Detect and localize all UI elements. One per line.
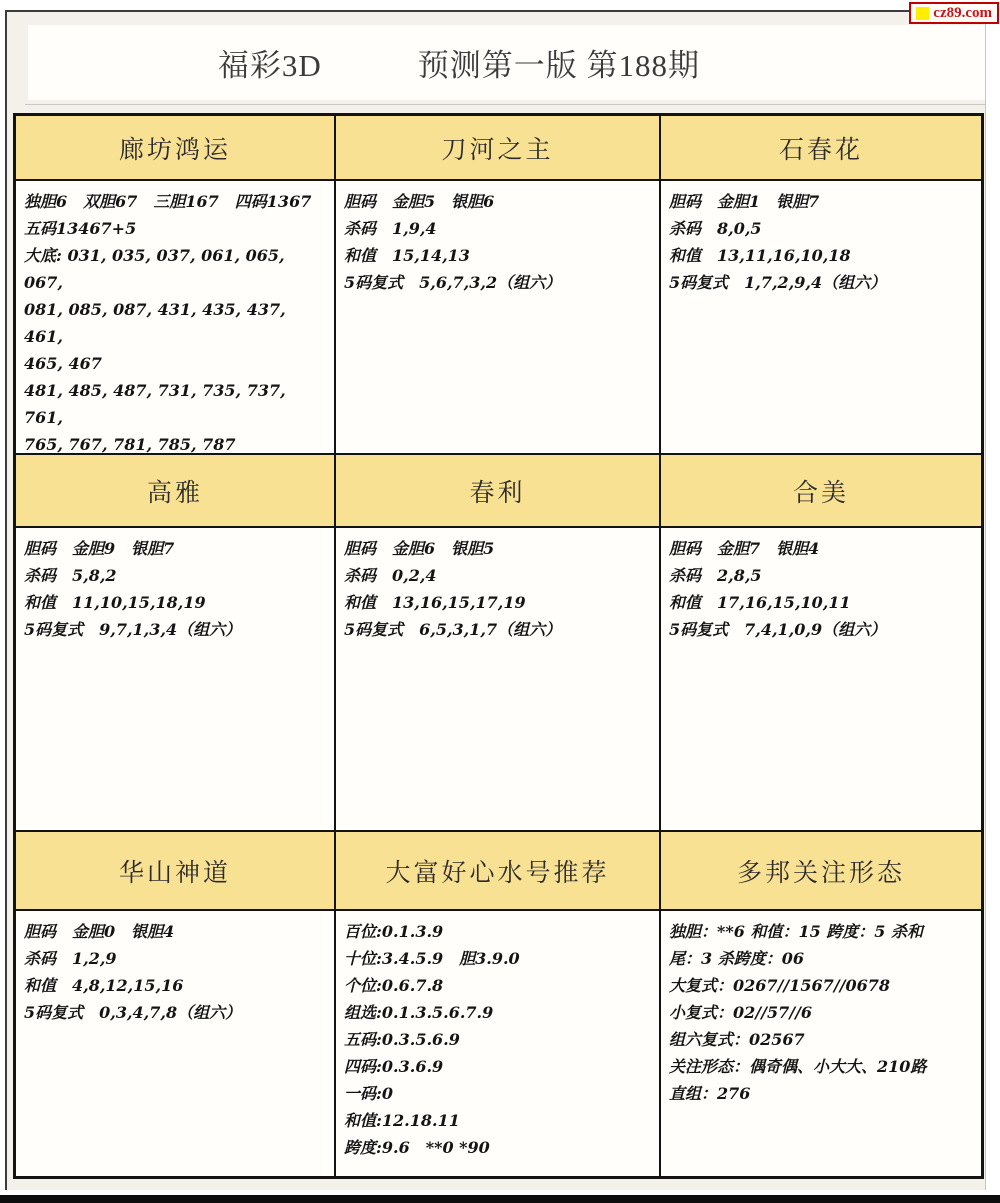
- cell-body: [16, 911, 334, 1176]
- prediction-line: 和值 4,8,12,15,16: [24, 976, 184, 995]
- cell-title-shi-chunhua: 石春花: [661, 116, 981, 181]
- panel-huashan-shendao: [16, 832, 336, 1176]
- prediction-line: 5码复式 5,6,7,3,2（组六）: [344, 273, 562, 292]
- cell-title-huashan-shendao: 华山神道: [16, 832, 334, 911]
- prediction-line: 胆码 金胆5 银胆6: [344, 192, 495, 211]
- cell-body: [16, 528, 334, 830]
- prediction-line: 杀码 2,8,5: [669, 566, 762, 585]
- prediction-line: 四码:0.3.6.9: [344, 1057, 444, 1076]
- prediction-line: 直组：276: [669, 1084, 751, 1103]
- cell-body: [336, 911, 659, 1176]
- panel-gaoya: [16, 455, 336, 832]
- cell-title-hemei: 合美: [661, 455, 981, 528]
- prediction-line: 481, 485, 487, 731, 735, 737, 761,: [24, 381, 292, 427]
- prediction-line: 081, 085, 087, 431, 435, 437, 461,: [24, 300, 292, 346]
- prediction-line: 小复式：02//57//6: [669, 1003, 813, 1022]
- cell-title-chunli: 春利: [336, 455, 659, 528]
- panel-duobang-xingtai: [661, 832, 981, 1176]
- prediction-line: 杀码 1,2,9: [24, 949, 117, 968]
- prediction-line: 大底: 031, 035, 037, 061, 065, 067,: [24, 246, 291, 292]
- prediction-line: 胆码 金胆6 银胆5: [344, 539, 495, 558]
- cell-body: [336, 528, 659, 830]
- logo-text: cz89.com: [933, 4, 992, 21]
- prediction-line: 一码:0: [344, 1084, 394, 1103]
- prediction-line: 和值 13,11,16,10,18: [669, 246, 851, 265]
- prediction-line: 465, 467: [24, 354, 102, 373]
- prediction-line: 5码复式 6,5,3,1,7（组六）: [344, 620, 562, 639]
- prediction-line: 关注形态：偶奇偶、小大大、210路: [669, 1057, 927, 1076]
- prediction-line: 765, 767, 781, 785, 787: [24, 435, 236, 454]
- prediction-line: 个位:0.6.7.8: [344, 976, 444, 995]
- prediction-line: 和值 11,10,15,18,19: [24, 593, 206, 612]
- panel-chunli: [336, 455, 661, 832]
- prediction-line: 胆码 金胆0 银胆4: [24, 922, 175, 941]
- prediction-line: 大复式：0267//1567//0678: [669, 976, 890, 995]
- prediction-line: 十位:3.4.5.9 胆3.9.0: [344, 949, 520, 968]
- prediction-line: 组六复式：02567: [669, 1030, 805, 1049]
- prediction-line: 和值 15,14,13: [344, 246, 470, 265]
- cell-title-gaoya: 高雅: [16, 455, 334, 528]
- prediction-line: 杀码 8,0,5: [669, 219, 762, 238]
- prediction-line: 独胆6 双胆67 三胆167 四码1367: [24, 192, 312, 211]
- cell-body: [336, 181, 659, 453]
- prediction-line: 5码复式 9,7,1,3,4（组六）: [24, 620, 242, 639]
- prediction-line: 组选:0.1.3.5.6.7.9: [344, 1003, 494, 1022]
- title-band: [28, 25, 985, 100]
- prediction-line: 杀码 1,9,4: [344, 219, 437, 238]
- prediction-line: 5码复式 0,3,4,7,8（组六）: [24, 1003, 242, 1022]
- cell-body: [661, 528, 981, 830]
- prediction-line: 独胆：**6 和值：15 跨度：5 杀和: [669, 922, 923, 941]
- cell-body: [16, 181, 334, 485]
- prediction-line: 和值 17,16,15,10,11: [669, 593, 851, 612]
- prediction-grid: [13, 113, 984, 1179]
- cell-title-langfang-hongyun: 廊坊鸿运: [16, 116, 334, 181]
- panel-shi-chunhua: [661, 116, 981, 455]
- cell-body: [661, 181, 981, 453]
- prediction-line: 5码复式 1,7,2,9,4（组六）: [669, 273, 887, 292]
- panel-dafu-haoxin: [336, 832, 661, 1176]
- page-title: 福彩3D 预测第一版 第188期: [217, 48, 701, 83]
- cell-body: [661, 911, 981, 1176]
- prediction-line: 和值 13,16,15,17,19: [344, 593, 526, 612]
- prediction-line: 五码:0.3.5.6.9: [344, 1030, 460, 1049]
- cell-title-daohe-zhizhu: 刀河之主: [336, 116, 659, 181]
- prediction-line: 胆码 金胆1 银胆7: [669, 192, 820, 211]
- prediction-line: 尾：3 杀跨度：06: [669, 949, 804, 968]
- logo-square-icon: [916, 7, 929, 20]
- prediction-line: 杀码 0,2,4: [344, 566, 437, 585]
- prediction-line: 百位:0.1.3.9: [344, 922, 444, 941]
- prediction-line: 和值:12.18.11: [344, 1111, 460, 1130]
- panel-daohe-zhizhu: [336, 116, 661, 455]
- panel-hemei: [661, 455, 981, 832]
- panel-langfang-hongyun: [16, 116, 336, 455]
- prediction-line: 跨度:9.6 **0 *90: [344, 1138, 490, 1157]
- prediction-line: 5码复式 7,4,1,0,9（组六）: [669, 620, 887, 639]
- prediction-line: 杀码 5,8,2: [24, 566, 117, 585]
- prediction-line: 五码13467+5: [24, 219, 137, 238]
- title-divider: [25, 104, 985, 105]
- cell-title-dafu-haoxin: 大富好心水号推荐: [336, 832, 659, 911]
- cell-title-duobang-xingtai: 多邦关注形态: [661, 832, 981, 911]
- prediction-line: 胆码 金胆9 银胆7: [24, 539, 175, 558]
- site-logo-link[interactable]: [909, 2, 999, 24]
- prediction-line: 胆码 金胆7 银胆4: [669, 539, 820, 558]
- page-bottom-bar: [0, 1195, 1000, 1203]
